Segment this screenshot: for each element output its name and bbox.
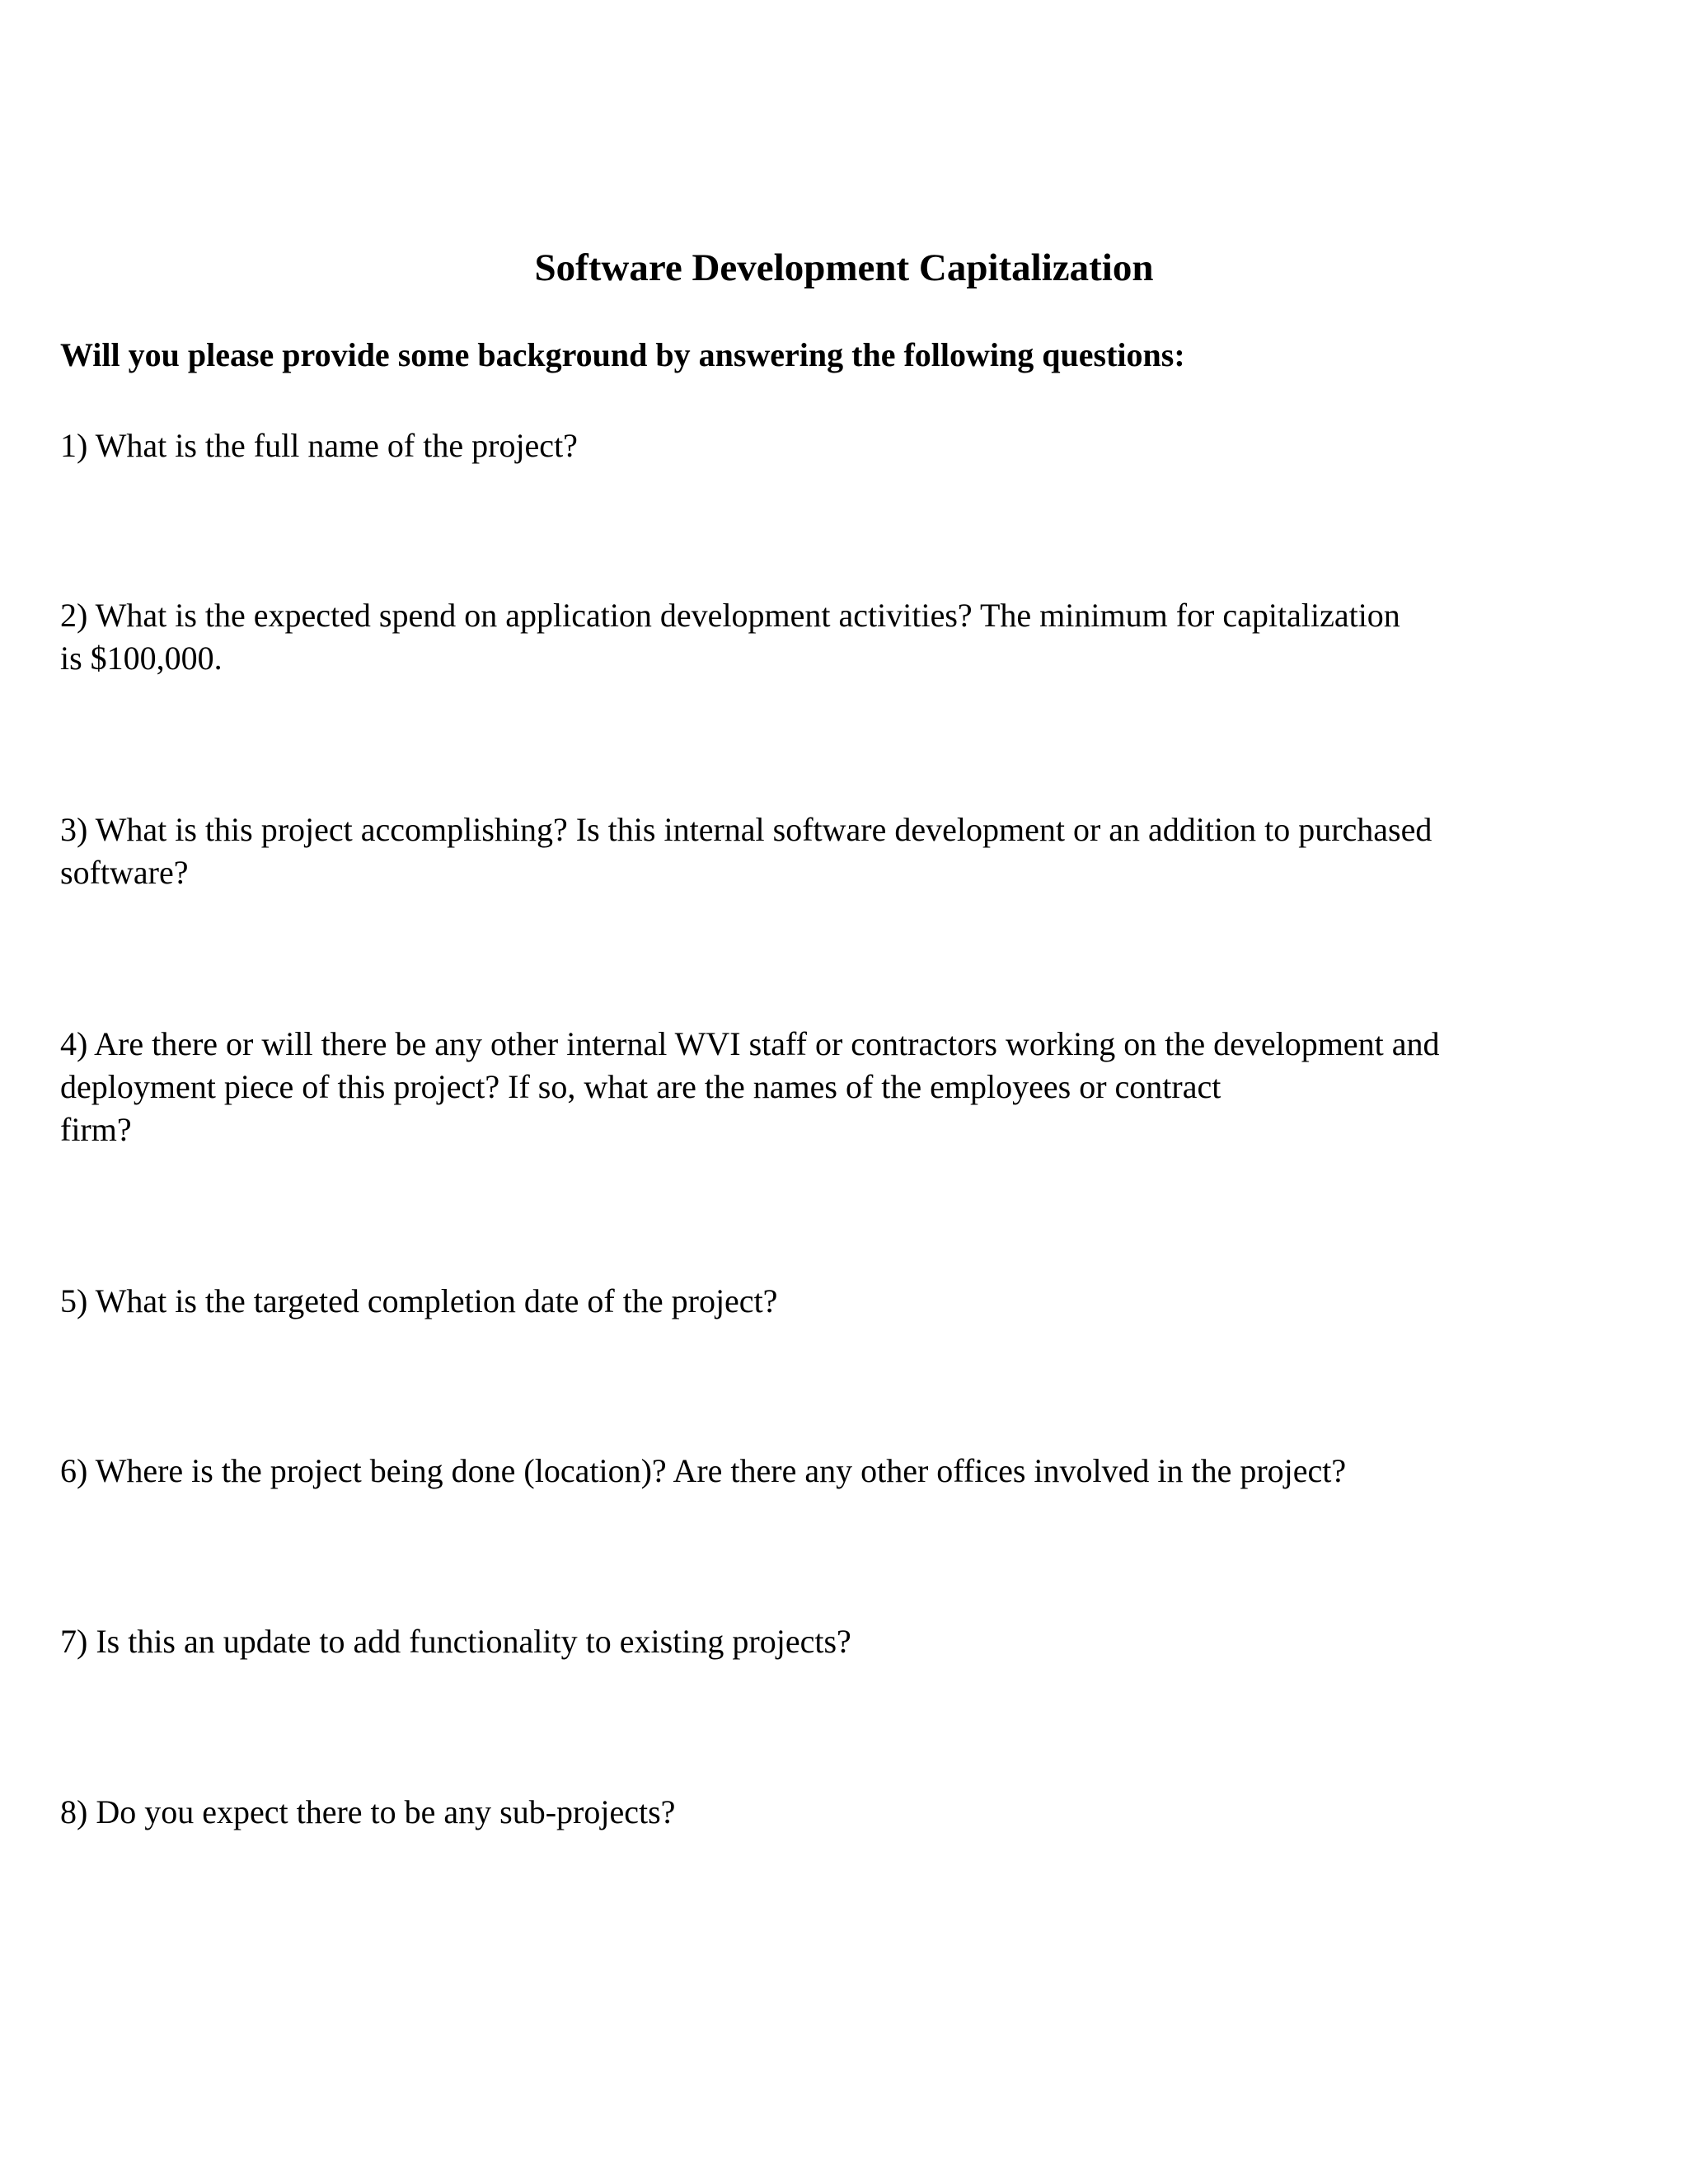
question-6 — [60, 1450, 1346, 1493]
question-7 — [60, 1620, 851, 1663]
question-8 — [60, 1791, 675, 1834]
question-5 — [60, 1280, 777, 1323]
question-line: firm? — [60, 1111, 132, 1148]
question-line: is $100,000. — [60, 640, 223, 677]
document-title: Software Development Capitalization — [534, 246, 1154, 289]
question-line: 6) Where is the project being done (location)? Are there any other offices involved in the project? — [60, 1452, 1347, 1489]
question-3 — [60, 808, 1432, 894]
question-line: 7) Is this an update to add functionality to existing projects? — [60, 1623, 851, 1660]
question-line: software? — [60, 854, 189, 891]
question-line: 5) What is the targeted completion date of the project? — [60, 1282, 778, 1319]
question-1 — [60, 424, 578, 467]
question-line: 4) Are there or will there be any other internal WVI staff or contractors working on the development and — [60, 1025, 1440, 1062]
question-line: 1) What is the full name of the project? — [60, 427, 578, 464]
instructions-heading: Will you please provide some background by answering the following questions: — [60, 336, 1185, 373]
question-line: 8) Do you expect there to be any sub-projects? — [60, 1793, 676, 1830]
question-line: deployment piece of this project? If so, what are the names of the employees or contract — [60, 1068, 1221, 1105]
question-4 — [60, 1023, 1440, 1151]
question-line: 3) What is this project accomplishing? Is this internal software development or an addition to purchased — [60, 811, 1432, 848]
question-line: 2) What is the expected spend on application development activities? The minimum for capitalization — [60, 597, 1400, 634]
question-2 — [60, 594, 1400, 680]
